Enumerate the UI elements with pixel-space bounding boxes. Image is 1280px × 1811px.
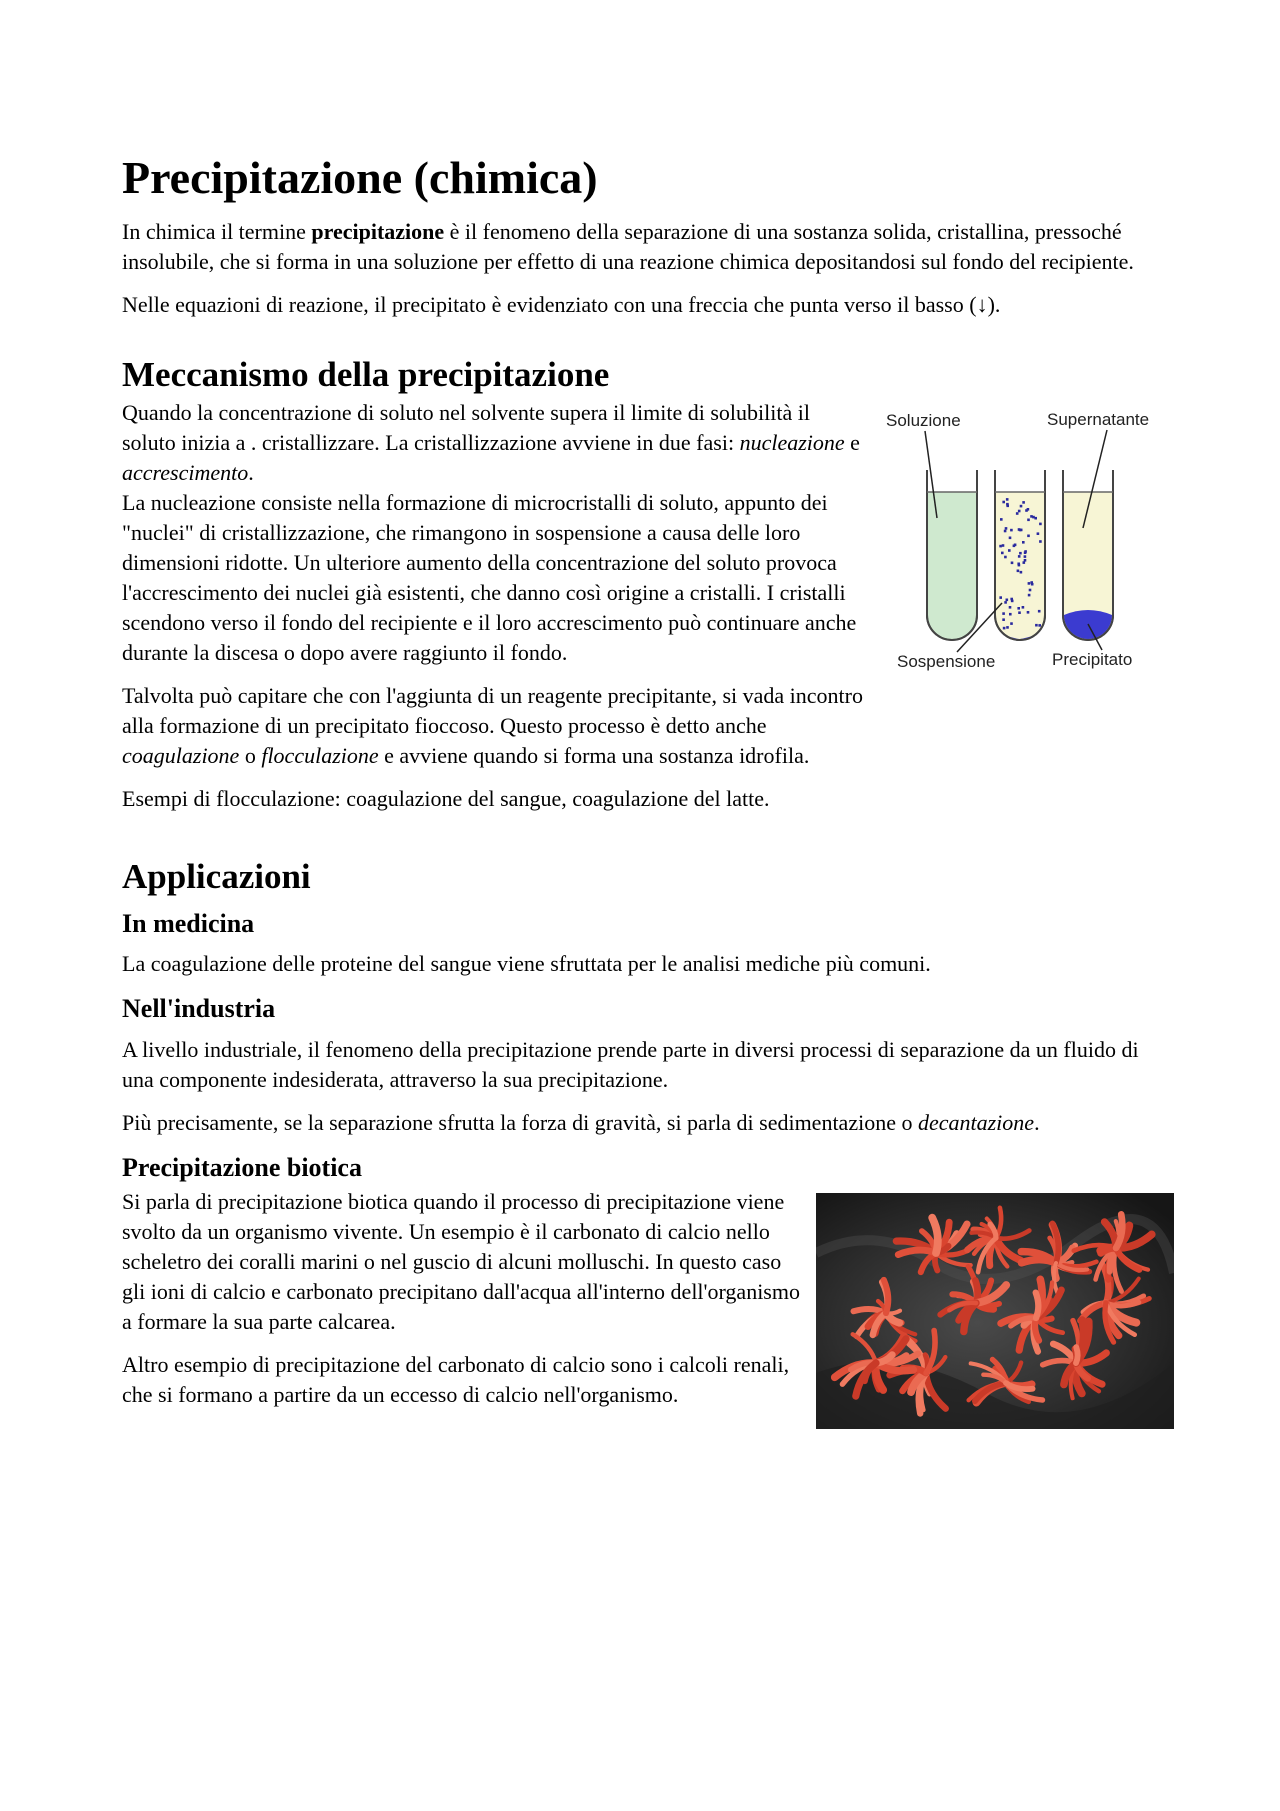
suspension-particle bbox=[1020, 505, 1023, 508]
suspension-particle bbox=[1006, 498, 1009, 501]
suspension-particle bbox=[1037, 533, 1040, 536]
term-nucleazione: nucleazione bbox=[739, 430, 845, 456]
document-body bbox=[122, 150, 1166, 1429]
suspension-particle bbox=[1038, 610, 1041, 613]
figure-label-precipitato: Precipitato bbox=[1052, 650, 1133, 670]
term-precipitazione: precipitazione bbox=[311, 219, 445, 245]
suspension-particle bbox=[1020, 571, 1023, 574]
suspension-particle bbox=[1017, 563, 1020, 566]
coral-branch bbox=[1076, 1347, 1078, 1363]
suspension-particle bbox=[1010, 598, 1013, 601]
suspension-particle bbox=[1035, 624, 1038, 627]
suspension-particle bbox=[1038, 624, 1041, 627]
suspension-particle bbox=[1024, 559, 1027, 562]
suspension-particle bbox=[1032, 516, 1035, 519]
tube-solution-empty-top bbox=[927, 470, 977, 492]
coral-branch bbox=[1022, 1259, 1056, 1262]
suspension-particle bbox=[1008, 549, 1011, 552]
suspension-particle bbox=[1009, 613, 1012, 616]
suspension-particle bbox=[1009, 606, 1012, 609]
suspension-particle bbox=[1022, 541, 1025, 544]
suspension-particle bbox=[1030, 581, 1033, 584]
intro-text: In chimica il termine bbox=[122, 219, 312, 245]
suspension-particle bbox=[1005, 527, 1008, 530]
biotica-paragraph-1: Si parla di precipitazione biotica quando il processo di precipitazione viene svolto da un organismo vivente. Un esempio è il carbonato di calcio nello scheletro dei coralli marini o nel guscio di alcuni molluschi. In questo caso gli ioni di calcio e carbonato precipitano dall'acqua all'interno dell'organismo a formare la sua parte calcarea. bbox=[122, 1188, 800, 1334]
suspension-particle bbox=[1000, 518, 1003, 521]
meccanismo-text: e bbox=[844, 430, 860, 456]
section-heading-meccanismo: Meccanismo della precipitazione bbox=[122, 355, 610, 395]
suspension-particle bbox=[1039, 540, 1042, 543]
medicina-paragraph: La coagulazione delle proteine del sangue viene sfruttata per le analisi mediche più comuni. bbox=[122, 951, 931, 977]
suspension-particle bbox=[1022, 501, 1025, 504]
figure-label-supernatante: Supernatante bbox=[1047, 410, 1150, 430]
suspension-particle bbox=[1028, 582, 1031, 585]
tube-suspension-empty-top bbox=[995, 470, 1045, 492]
suspension-particle bbox=[1013, 545, 1016, 548]
suspension-particle bbox=[1019, 552, 1022, 555]
meccanismo-text: Talvolta può capitare che con l'aggiunta di un reagente precipitante, si vada incontro alla formazione di un precipitato fioccoso. Questo processo è detto anche bbox=[122, 683, 863, 739]
suspension-particle bbox=[1025, 509, 1028, 512]
page-title: Precipitazione (chimica) bbox=[122, 152, 598, 203]
meccanismo-paragraph-3: Esempi di flocculazione: coagulazione del sangue, coagulazione del latte. bbox=[122, 786, 770, 812]
figure-label-soluzione: Soluzione bbox=[886, 411, 961, 431]
meccanismo-text: e avviene quando si forma una sostanza idrofila. bbox=[378, 743, 810, 769]
industria-text: Più precisamente, se la separazione sfrutta la forza di gravità, si parla di sedimentazione o bbox=[122, 1109, 918, 1135]
suspension-particle bbox=[1028, 594, 1031, 597]
suspension-particle bbox=[1018, 510, 1021, 513]
meccanismo-text: . bbox=[248, 460, 254, 486]
suspension-particle bbox=[1017, 570, 1020, 573]
suspension-particle bbox=[1004, 601, 1007, 604]
industria-paragraph-1: A livello industriale, il fenomeno della precipitazione prende parte in diversi processi di separazione da un fluido di una componente indesiderata, attraverso la sua precipitazione. bbox=[122, 1036, 1139, 1092]
suspension-particle bbox=[1017, 607, 1020, 610]
suspension-particle bbox=[1001, 552, 1004, 555]
meccanismo-text: La nucleazione consiste nella formazione di microcristalli di soluto, appunto dei "nuclei" di cristallizzazione, che rimangono in sospensione a causa delle loro dimensioni ridotte. Un ulteriore aumento della concentrazione del soluto provoca l'accrescimento dei nuclei già esistenti, che danno così origine a cristalli. I cristalli scendono verso il fondo del recipiente e il loro accrescimento può continuare anche durante la discesa o dopo avere raggiunto il fondo. bbox=[122, 490, 857, 666]
term-accrescimento: accrescimento bbox=[122, 460, 249, 486]
figure-label-sospensione: Sospensione bbox=[897, 652, 996, 672]
suspension-particle bbox=[1039, 523, 1042, 526]
industria-paragraph-2 bbox=[122, 1108, 1166, 1138]
suspension-particle bbox=[1023, 561, 1026, 564]
meccanismo-text: o bbox=[239, 743, 262, 769]
intro-paragraph-1 bbox=[122, 217, 1166, 277]
coral-branch bbox=[1035, 1318, 1039, 1341]
suspension-particle bbox=[1006, 503, 1009, 506]
term-flocculazione: flocculazione bbox=[261, 743, 379, 769]
suspension-particle bbox=[1010, 529, 1013, 532]
suspension-particle bbox=[1006, 626, 1009, 629]
suspension-particle bbox=[1010, 622, 1013, 625]
suspension-particle bbox=[1024, 555, 1027, 558]
term-coagulazione: coagulazione bbox=[122, 743, 240, 769]
tube-precipitate-empty-top bbox=[1063, 470, 1113, 492]
suspension-particle bbox=[1024, 550, 1027, 553]
suspension-particle bbox=[1018, 612, 1021, 615]
subheading-medicina: In medicina bbox=[122, 909, 255, 939]
suspension-particle bbox=[1022, 606, 1025, 609]
suspension-particle bbox=[1027, 519, 1030, 522]
intro-text: è il fenomeno della separazione di una sostanza solida, cristallina, pressoché insolubile, che si forma in una soluzione per effetto di una reazione chimica depositandosi sul fondo del recipiente. bbox=[122, 219, 1134, 275]
section-heading-applicazioni: Applicazioni bbox=[122, 857, 311, 897]
suspension-particle bbox=[1006, 599, 1009, 602]
meccanismo-text: Quando la concentrazione di soluto nel solvente supera il limite di solubilità il soluto inizia a . cristallizzare. La cristallizzazione avviene in due fasi: bbox=[122, 400, 810, 456]
meccanismo-block bbox=[122, 398, 1166, 672]
test-tubes-figure bbox=[877, 398, 1177, 720]
suspension-particle bbox=[999, 596, 1002, 599]
suspension-particle bbox=[1016, 512, 1019, 515]
suspension-particle bbox=[1002, 612, 1005, 615]
suspension-particle bbox=[1027, 611, 1030, 614]
industria-text: . bbox=[1034, 1109, 1040, 1135]
suspension-particle bbox=[1004, 556, 1007, 559]
suspension-particle bbox=[1029, 589, 1032, 592]
suspension-particle bbox=[1003, 627, 1006, 630]
suspension-particle bbox=[1002, 619, 1005, 622]
biotica-paragraph-2: Altro esempio di precipitazione del carbonato di calcio sono i calcoli renali, che si formano a partire da un eccesso di calcio nell'organismo. bbox=[122, 1351, 790, 1407]
suspension-particle bbox=[1004, 530, 1007, 533]
suspension-particle bbox=[1009, 537, 1012, 540]
suspension-particle bbox=[1011, 562, 1014, 565]
suspension-particle bbox=[1027, 535, 1030, 538]
suspension-particle bbox=[1018, 555, 1021, 558]
intro-paragraph-2: Nelle equazioni di reazione, il precipitato è evidenziato con una freccia che punta verso il basso (↓). bbox=[122, 292, 1001, 318]
suspension-particle bbox=[1002, 501, 1005, 504]
suspension-particle bbox=[1002, 544, 1005, 547]
term-decantazione: decantazione bbox=[917, 1109, 1035, 1135]
subheading-industria: Nell'industria bbox=[122, 994, 276, 1024]
coral-branch bbox=[1036, 1292, 1039, 1317]
biotica-block bbox=[122, 1187, 1166, 1410]
suspension-particle bbox=[999, 545, 1002, 548]
red-coral-photo bbox=[816, 1193, 1174, 1429]
subheading-biotica: Precipitazione biotica bbox=[122, 1152, 362, 1182]
suspension-particle bbox=[1019, 529, 1022, 532]
